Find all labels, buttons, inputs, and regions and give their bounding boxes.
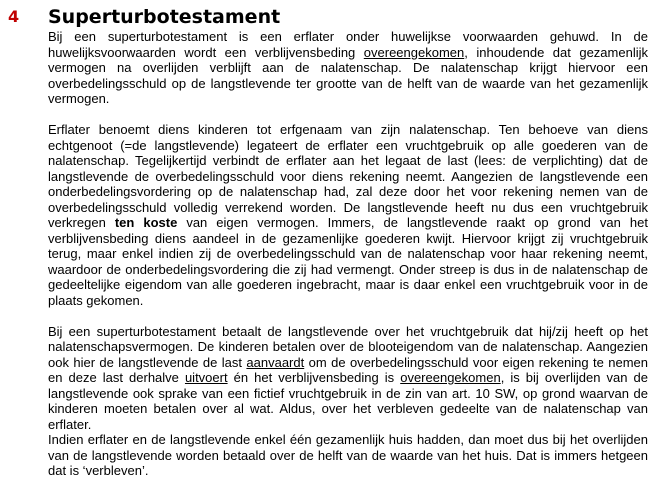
paragraph [48,324,648,433]
page-title: Superturbotestament [48,6,281,28]
text-segment: , inhoudende dat gezamenlijk vermogen na overlijden verblijft aan de nalatenschap. De nalatenschap krijgt hiervoor een overbedelingsschuld op de langstlevende ter grootte van de helft van de waarde van het gezamenlijk vermogen. [48,44,648,106]
text-segment: van eigen vermogen. Immers, de langstlevende raakt op grond van het verblijvensbeding diens aandeel in de gezamenlijke goederen kwijt. Hiervoor krijgt zij vruchtgebruik terug, maar enkel indien zij de overbedelingsschuld van de nalatenschap voor haar rekening neemt, waardoor de onderbedelingsvordering die zij had vermengt. Onder streep is dus in de nalatenschap de gedeeltelijke eigendom van alle goederen ingebracht, maar is daar enkel een vruchtgebruik voor in de plaats gekomen. [48,215,648,308]
underlined-term: overeengekomen [400,370,501,385]
text-segment: Erflater benoemt diens kinderen tot erfgenaam van zijn nalatenschap. Ten behoeve van diens echtgenoot (=de langstlevende) legateert de erflater een vruchtgebruik op alle goederen van de nalatenschap. Tegelijkertijd verbindt de erflater aan het legaat de last (lees: de verplichting) dat de langstlevende de overbedelingsschuld voor diens rekening neemt. Aangezien de langstlevende een onderbedelingsvordering op de nalatenschap had, zal deze door het voor rekening nemen van de overbedelingsschuld volledig verrekend worden. De langstlevende heeft nu dus een vruchtgebruik verkregen [48,122,648,230]
paragraph [48,122,648,308]
paragraph [48,432,648,479]
text-segment: Bij een superturbotestament is een erflater onder huwelijkse voorwaarden gehuwd. In de huwelijksvoorwaarden wordt een verblijvensbeding [48,29,648,60]
underlined-term: aanvaardt [246,354,305,370]
text-segment: , is bij overlijden van de langstlevende ook sprake van een fictief vruchtgebruik in de zin van art. 10 SW, op grond waarvan de kinderen moeten betalen over al wat. Aldus, over het verbleven gedeelte van de nalatenschap van erflater. [48,370,648,432]
text-segment: Indien erflater en de langstlevende enkel één gezamenlijk huis hadden, dan moet dus bij het overlijden van de langstlevende worden betaald over de helft van de waarde van het huis. Dat is immers hetgeen dat is ‘verbleven’. [48,432,648,478]
underlined-term: uitvoert [184,370,228,385]
text-segment: Bij een superturbotestament betaalt de langstlevende over het vruchtgebruik dat hij/zij heeft op het nalatenschapsvermogen. De kinderen betalen over de blooteigendom van de nalatenschap. Aangezien ook hier de langstlevende de last [48,323,648,370]
section-number: 4 [8,7,20,26]
bold-term: ten koste [114,215,178,230]
paragraph [48,29,648,107]
text-segment: én het verblijvensbeding is [227,370,401,385]
text-segment: om de overbedelingsschuld voor eigen rekening te nemen en deze last derhalve [48,354,649,385]
paragraphs-container [48,29,648,479]
section-body [48,6,655,479]
underlined-term: overeengekomen [363,44,465,60]
